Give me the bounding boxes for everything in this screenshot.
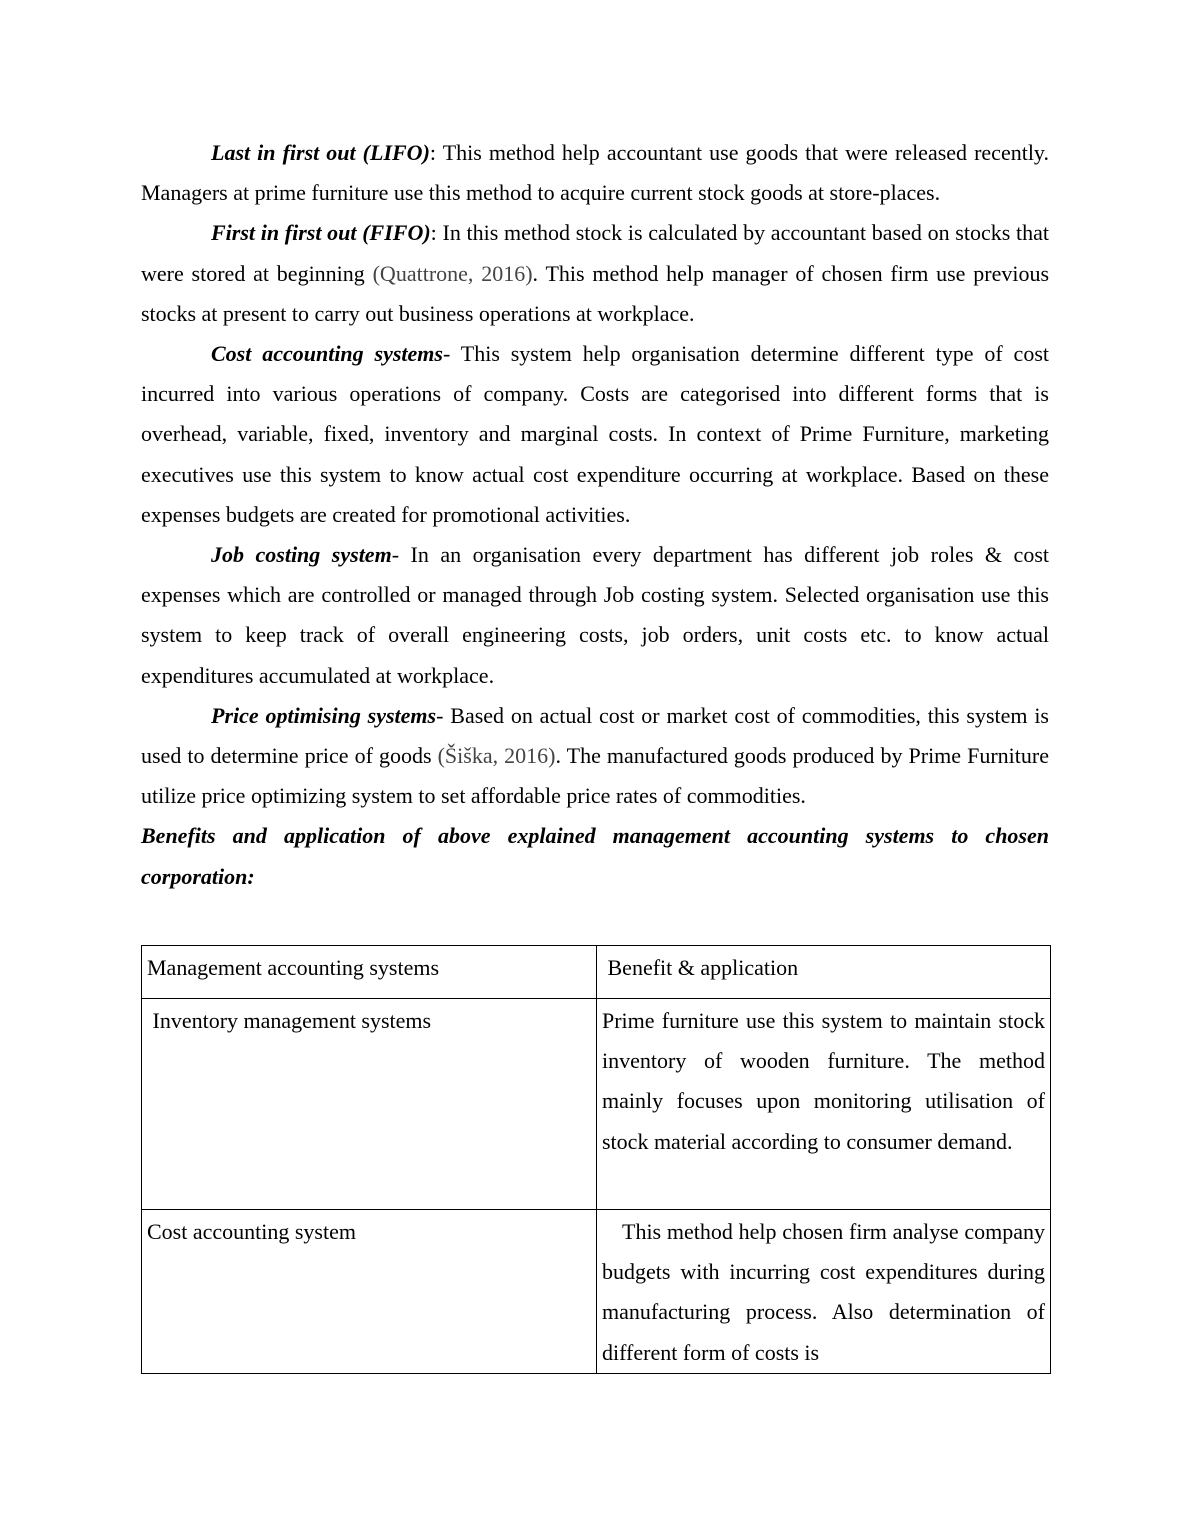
separator: -	[391, 542, 411, 568]
paragraph-job-costing	[141, 535, 1049, 696]
separator: :	[430, 220, 443, 246]
term: Job costing system	[211, 542, 392, 568]
document-body	[141, 133, 1049, 897]
separator: :	[429, 140, 443, 165]
table-cell-system: Cost accounting system	[142, 1210, 597, 1374]
paragraph-text: . This method help manager of chosen firm use previous stocks at present to carry out business operations at workplace.	[141, 260, 1050, 326]
paragraph-text: In this method stock is calculated by accountant based on stocks that were stored at beginning	[141, 220, 1049, 286]
table-cell-benefit: Prime furniture use this system to maintain stock inventory of wooden furniture. The method mainly focuses upon monitoring utilisation of stock material according to consumer demand.	[597, 999, 1051, 1210]
separator: -	[436, 702, 451, 728]
paragraph-text: This method help accountant use goods that were released recently. Managers at prime furniture use this method to acquire current stock goods at store-places.	[141, 140, 1050, 206]
paragraph-text: This system help organisation determine different type of cost incurred into various operations of company. Costs are categorised into different forms that is overhead, variable, fixed, inventory and marginal costs. In context of Prime Furniture, marketing executives use this system to know actual cost expenditure occurring at workplace. Based on these expenses budgets are created for promotional activities.	[141, 341, 1049, 527]
table-header-row	[142, 946, 1051, 999]
paragraph-price-optimising	[141, 696, 1049, 817]
paragraph-fifo	[141, 213, 1049, 334]
section-heading: Benefits and application of above explained management accounting systems to chosen corporation:	[141, 823, 1049, 889]
table-header-cell: Benefit & application	[597, 946, 1051, 999]
term: Cost accounting systems	[211, 341, 443, 367]
table-header-cell: Management accounting systems	[142, 946, 597, 999]
citation: (Šiška, 2016)	[437, 743, 556, 769]
separator: -	[442, 341, 461, 367]
paragraph-text: . The manufactured goods produced by Prime Furniture utilize price optimizing system to set affordable price rates of commodities.	[141, 743, 1049, 809]
term: First in first out (FIFO)	[211, 220, 431, 246]
table-cell-system: Inventory management systems	[142, 999, 597, 1210]
paragraph-text: Based on actual cost or market cost of commodities, this system is used to determine price of goods	[141, 702, 1049, 769]
paragraph-text: In an organisation every department has different job roles & cost expenses which are controlled or managed through Job costing system. Selected organisation use this system to keep track of overall engineering costs, job orders, unit costs etc. to know actual expenditures accumulated at workplace.	[141, 542, 1049, 688]
table-row	[142, 999, 1051, 1210]
table-row	[142, 1210, 1051, 1374]
term: Price optimising systems	[211, 702, 437, 728]
paragraph-lifo	[141, 133, 1049, 213]
table-cell-benefit: This method help chosen firm analyse company budgets with incurring cost expenditures during manufacturing process. Also determination of different form of costs is	[597, 1210, 1051, 1374]
benefits-table	[141, 945, 1051, 1374]
term: Last in first out (LIFO)	[211, 140, 430, 165]
citation: (Quattrone, 2016)	[372, 260, 533, 286]
paragraph-cost-accounting	[141, 334, 1049, 535]
